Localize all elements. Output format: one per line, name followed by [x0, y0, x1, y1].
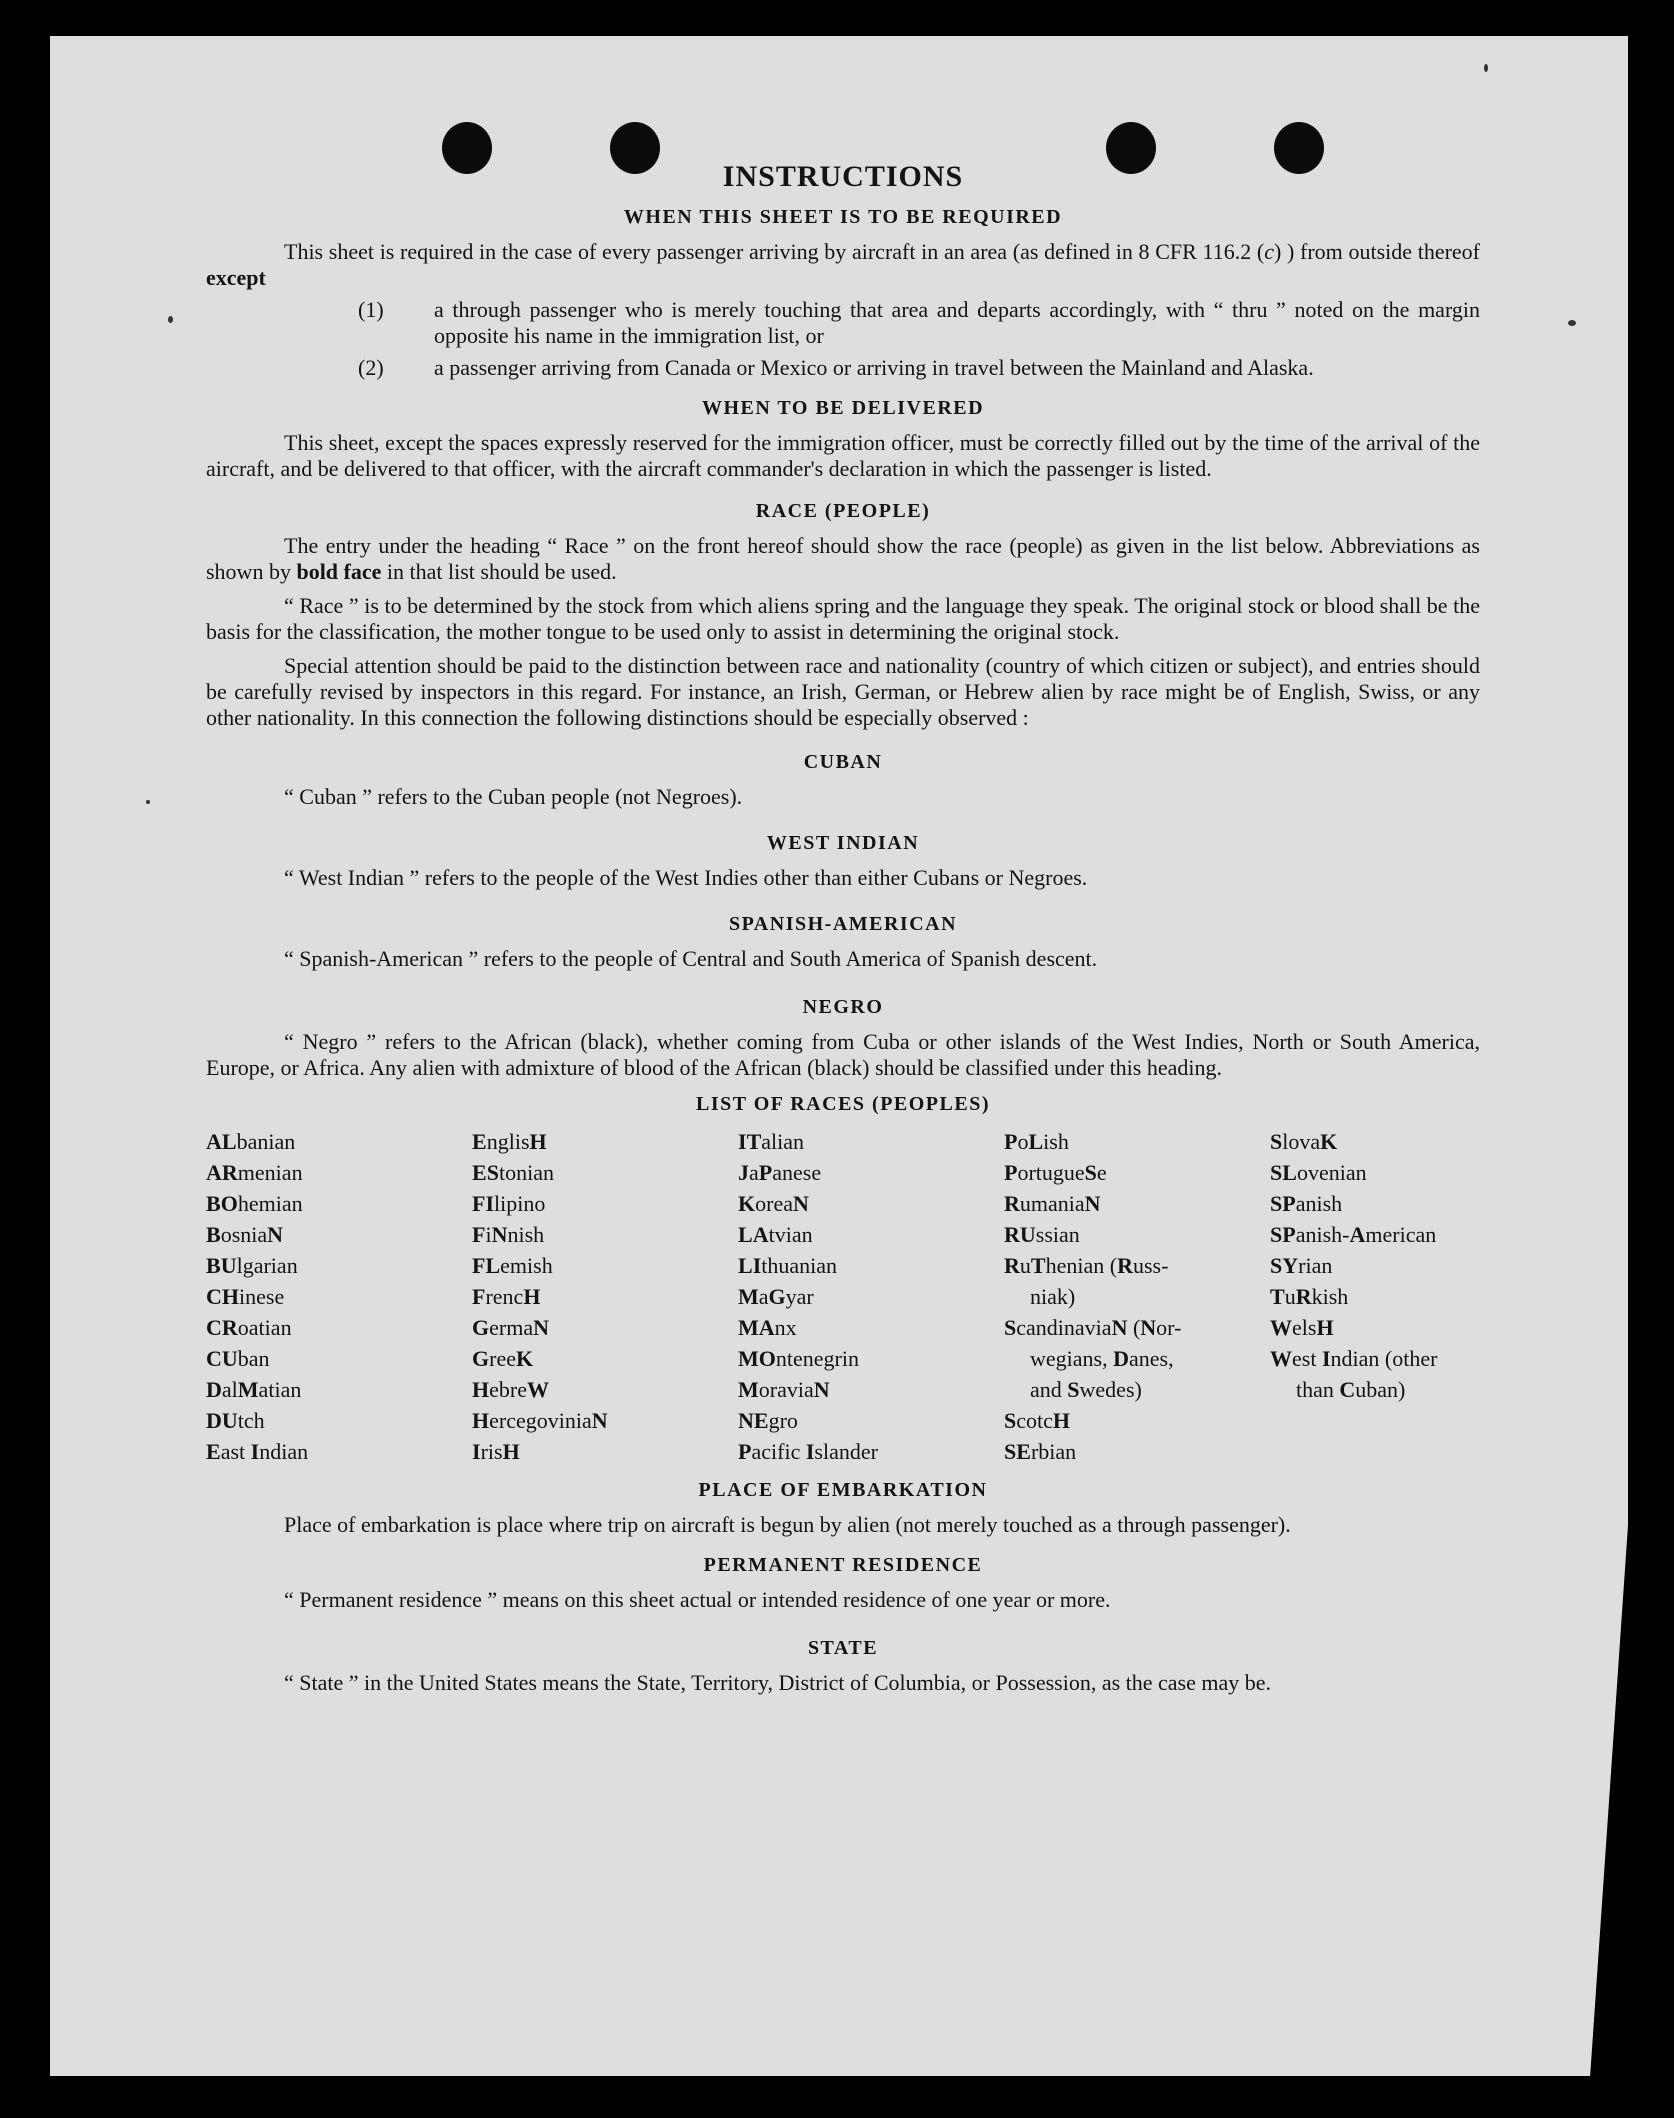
- state-text: “ State ” in the United States means the State, Territory, District of Columbia, or Possession, as the case may be.: [284, 1670, 1272, 1695]
- race-entry: SLovenian: [1270, 1160, 1367, 1185]
- race-entry: ARmenian: [206, 1160, 303, 1185]
- race-entry-continuation: than Cuban): [1296, 1377, 1406, 1402]
- heading-list-of-races: LIST OF RACES (PEOPLES): [695, 1093, 990, 1115]
- race-entry: LAtvian: [738, 1222, 813, 1247]
- race-entry: SYrian: [1270, 1253, 1333, 1278]
- races-column: [472, 1126, 738, 1467]
- heading-when-delivered: WHEN TO BE DELIVERED: [701, 397, 985, 419]
- exception-item: [206, 355, 1480, 381]
- exception-text: a through passenger who is merely touching that area and departs accordingly, with “ thru ” noted on the margin opposite his name in the immigration list, or: [434, 297, 1480, 348]
- heading-spanish-american: SPANISH-AMERICAN: [728, 913, 958, 935]
- race-entry: KoreaN: [738, 1191, 809, 1216]
- race-entry: MoraviaN: [738, 1377, 830, 1402]
- speck: [168, 316, 173, 323]
- race-p1-bold: bold face: [296, 559, 382, 584]
- race-paragraph-2: “ Race ” is to be determined by the stock from which aliens spring and the language they speak. The original stock or blood shall be the basis for the classification, the mother tongue to be used only to assist in determining the original stock.: [206, 593, 1480, 644]
- race-entry: RUssian: [1004, 1222, 1080, 1247]
- cuban-text: “ Cuban ” refers to the Cuban people (not Negroes).: [284, 784, 743, 809]
- race-entry: DalMatian: [206, 1377, 302, 1402]
- race-entry: MOntenegrin: [738, 1346, 859, 1371]
- race-entry: SlovaK: [1270, 1129, 1338, 1154]
- race-entry: EStonian: [472, 1160, 554, 1185]
- races-column: [206, 1126, 472, 1467]
- race-entry: WelsH: [1270, 1315, 1334, 1340]
- race-paragraph-1: [206, 533, 1480, 585]
- speck: [1484, 64, 1488, 72]
- speck: [1568, 320, 1576, 326]
- race-p1-text-b: in that list should be used.: [381, 559, 617, 584]
- race-entry: SErbian: [1004, 1439, 1077, 1464]
- residence-text: “ Permanent residence ” means on this sheet actual or intended residence of one year or more.: [284, 1587, 1111, 1612]
- race-entry: GreeK: [472, 1346, 534, 1371]
- race-entry: RuThenian (Russ-: [1004, 1253, 1169, 1278]
- exception-item: [206, 297, 1480, 349]
- race-entry: ScandinaviaN (Nor-: [1004, 1315, 1182, 1340]
- heading-state: STATE: [807, 1637, 879, 1659]
- race-entry: CUban: [206, 1346, 270, 1371]
- required-intro-except: except: [206, 265, 266, 290]
- exception-number: (2): [358, 355, 384, 380]
- race-entry: SPanish: [1270, 1191, 1343, 1216]
- exception-text: a passenger arriving from Canada or Mexico or arriving in travel between the Mainland and Alaska.: [434, 355, 1314, 380]
- race-entry: PoLish: [1004, 1129, 1069, 1154]
- embarkation-text: Place of embarkation is place where trip on aircraft is begun by alien (not merely touched as a through passenger).: [284, 1512, 1291, 1537]
- race-entry: HebreW: [472, 1377, 549, 1402]
- required-intro-text-b: ) ) from outside thereof: [1273, 239, 1481, 264]
- heading-permanent-residence: PERMANENT RESIDENCE: [703, 1554, 983, 1576]
- heading-race: RACE (PEOPLE): [755, 500, 931, 522]
- race-entry: TuRkish: [1270, 1284, 1349, 1309]
- race-entry: GermaN: [472, 1315, 549, 1340]
- required-intro-italic: c: [1264, 239, 1274, 264]
- race-entry: HercegoviniaN: [472, 1408, 608, 1433]
- race-entry: BUlgarian: [206, 1253, 298, 1278]
- race-paragraph-3: Special attention should be paid to the distinction between race and nationality (country of which citizen or subject), and entries should be carefully revised by inspectors in this regard. For instance, an Irish, German, or Hebrew alien by race might be of English, Swiss, or any other nationality. In this connection the following distinctions should be especially observed :: [206, 653, 1480, 730]
- race-entry: CRoatian: [206, 1315, 292, 1340]
- race-entry: RumaniaN: [1004, 1191, 1101, 1216]
- negro-text: “ Negro ” refers to the African (black), whether coming from Cuba or other islands of the West Indies, North or South America, Europe, or Africa. Any alien with admixture of blood of the African (black) should be classified under this heading.: [206, 1029, 1480, 1080]
- race-entry-continuation: niak): [1030, 1284, 1076, 1309]
- race-entry: CHinese: [206, 1284, 285, 1309]
- west-indian-text: “ West Indian ” refers to the people of the West Indies other than either Cubans or Negroes.: [284, 865, 1088, 890]
- spanish-american-text: “ Spanish-American ” refers to the people of Central and South America of Spanish descent.: [284, 946, 1098, 971]
- heading-place-of-embarkation: PLACE OF EMBARKATION: [698, 1479, 988, 1501]
- races-list: [206, 1126, 1480, 1467]
- races-column: [1270, 1126, 1480, 1467]
- heading-west-indian: WEST INDIAN: [766, 832, 920, 854]
- race-entry: ScotcH: [1004, 1408, 1071, 1433]
- race-entry: EnglisH: [472, 1129, 547, 1154]
- race-entry: PortugueSe: [1004, 1160, 1107, 1185]
- race-entry: BOhemian: [206, 1191, 303, 1216]
- races-column: [738, 1126, 1004, 1467]
- race-entry: MaGyar: [738, 1284, 814, 1309]
- exception-number: (1): [358, 297, 384, 322]
- race-entry-continuation: and Swedes): [1030, 1377, 1142, 1402]
- heading-when-required: WHEN THIS SHEET IS TO BE REQUIRED: [623, 206, 1063, 228]
- page-title: INSTRUCTIONS: [722, 160, 964, 193]
- heading-cuban: CUBAN: [803, 751, 883, 773]
- race-entry: FLemish: [472, 1253, 553, 1278]
- race-entry: FiNnish: [472, 1222, 545, 1247]
- race-entry: BosniaN: [206, 1222, 284, 1247]
- race-entry: SPanish-American: [1270, 1222, 1437, 1247]
- required-intro-text-a: This sheet is required in the case of every passenger arriving by aircraft in an area (as defined in 8 CFR 116.2 (: [284, 239, 1265, 264]
- heading-negro: NEGRO: [802, 996, 884, 1018]
- instructions-content: [206, 160, 1480, 1696]
- race-entry: ALbanian: [206, 1129, 296, 1154]
- race-entry: DUtch: [206, 1408, 265, 1433]
- race-p1-text-a: The entry under the heading “ Race ” on the front hereof should show the race (people) as given in the list below. Abbreviations as shown by: [206, 533, 1480, 584]
- race-entry: IrisH: [472, 1439, 520, 1464]
- speck: [146, 800, 150, 804]
- race-entry: FIlipino: [472, 1191, 546, 1216]
- race-entry: JaPanese: [738, 1160, 822, 1185]
- race-entry-continuation: wegians, Danes,: [1030, 1346, 1174, 1371]
- race-entry: NEgro: [738, 1408, 798, 1433]
- race-entry: FrencH: [472, 1284, 541, 1309]
- race-entry: Pacific Islander: [738, 1439, 878, 1464]
- race-entry: East Indian: [206, 1439, 309, 1464]
- required-intro: [206, 239, 1480, 291]
- races-column: [1004, 1126, 1270, 1467]
- race-entry: MAnx: [738, 1315, 797, 1340]
- delivered-text: This sheet, except the spaces expressly reserved for the immigration officer, must be correctly filled out by the time of the arrival of the aircraft, and be delivered to that officer, with the aircraft commander's declaration in which the passenger is listed.: [206, 430, 1480, 481]
- race-entry: LIthuanian: [738, 1253, 838, 1278]
- race-entry: West Indian (other: [1270, 1346, 1438, 1371]
- race-entry: ITalian: [738, 1129, 805, 1154]
